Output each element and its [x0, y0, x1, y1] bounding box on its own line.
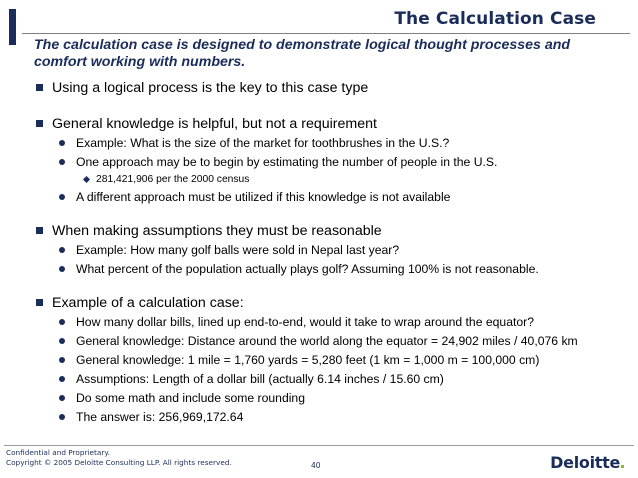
- sub-bullet-item: [36, 154, 626, 171]
- bullet-text: Example of a calculation case:: [52, 295, 244, 311]
- dot-bullet-icon: [59, 247, 65, 253]
- square-bullet-icon: [36, 84, 43, 91]
- square-bullet-icon: [36, 299, 43, 306]
- logo-dot-icon: [621, 465, 624, 468]
- dot-bullet-icon: [59, 414, 65, 420]
- bullet-text: Assumptions: Length of a dollar bill (actually 6.14 inches / 15.60 cm): [76, 372, 444, 386]
- sub-bullet-item: [36, 242, 626, 259]
- slide-title: The Calculation Case: [394, 9, 596, 29]
- footer-line: Copyright © 2005 Deloitte Consulting LLP. All rights reserved.: [6, 457, 232, 467]
- bullet-text: What percent of the population actually plays golf? Assuming 100% is not reasonable.: [76, 262, 539, 276]
- footer-divider: [4, 445, 634, 446]
- sub-bullet-item: [36, 371, 626, 388]
- diamond-bullet-icon: [83, 176, 90, 183]
- sub-bullet-item: [36, 135, 626, 152]
- bullet-text: One approach may be to begin by estimating the number of people in the U.S.: [76, 155, 498, 169]
- square-bullet-icon: [36, 227, 43, 234]
- dot-bullet-icon: [59, 338, 65, 344]
- bullet-text: General knowledge: 1 mile = 1,760 yards = 5,280 feet (1 km = 1,000 m = 100,000 cm): [76, 353, 540, 367]
- dot-bullet-icon: [59, 159, 65, 165]
- title-accent-bar: [9, 9, 16, 45]
- dot-bullet-icon: [59, 395, 65, 401]
- bullet-text: Do some math and include some rounding: [76, 391, 305, 405]
- dot-bullet-icon: [59, 376, 65, 382]
- slide-subtitle: The calculation case is designed to demonstrate logical thought processes and comfort working with numbers.: [34, 37, 571, 70]
- bullet-text: 281,421,906 per the 2000 census: [96, 174, 250, 185]
- dot-bullet-icon: [59, 194, 65, 200]
- sub-bullet-item: [36, 261, 626, 278]
- bullet-item: [36, 115, 626, 133]
- bullet-text: The answer is: 256,969,172.64: [76, 410, 244, 424]
- dot-bullet-icon: [59, 266, 65, 272]
- sub-bullet-item: [36, 390, 626, 407]
- bullet-text: Example: How many golf balls were sold in Nepal last year?: [76, 243, 400, 257]
- bullet-text: A different approach must be utilized if this knowledge is not available: [76, 190, 451, 204]
- sub-bullet-item: [36, 189, 626, 206]
- bullet-text: Example: What is the size of the market for toothbrushes in the U.S.?: [76, 136, 450, 150]
- square-bullet-icon: [36, 120, 43, 127]
- sub-bullet-item: [36, 352, 626, 369]
- title-divider: [22, 33, 630, 34]
- bullet-list: [36, 79, 626, 426]
- page-number: 40: [311, 461, 321, 470]
- dot-bullet-icon: [59, 319, 65, 325]
- logo-text: Deloitte: [550, 453, 620, 472]
- sub-sub-bullet-item: [36, 173, 626, 187]
- bullet-item: [36, 294, 626, 312]
- footer-confidentiality: [6, 448, 232, 467]
- sub-bullet-item: [36, 314, 626, 331]
- sub-bullet-item: [36, 409, 626, 426]
- dot-bullet-icon: [59, 357, 65, 363]
- dot-bullet-icon: [59, 140, 65, 146]
- deloitte-logo: [550, 453, 624, 472]
- sub-bullet-item: [36, 333, 626, 350]
- bullet-text: When making assumptions they must be reasonable: [52, 223, 382, 239]
- bullet-text: General knowledge: Distance around the world along the equator = 24,902 miles / 40,076 km: [76, 334, 578, 348]
- bullet-item: [36, 222, 626, 240]
- bullet-item: [36, 79, 626, 97]
- footer-line: Confidential and Proprietary.: [6, 448, 110, 457]
- bullet-text: General knowledge is helpful, but not a requirement: [52, 116, 377, 132]
- bullet-text: Using a logical process is the key to this case type: [52, 80, 369, 96]
- bullet-text: How many dollar bills, lined up end-to-end, would it take to wrap around the equator?: [76, 315, 534, 329]
